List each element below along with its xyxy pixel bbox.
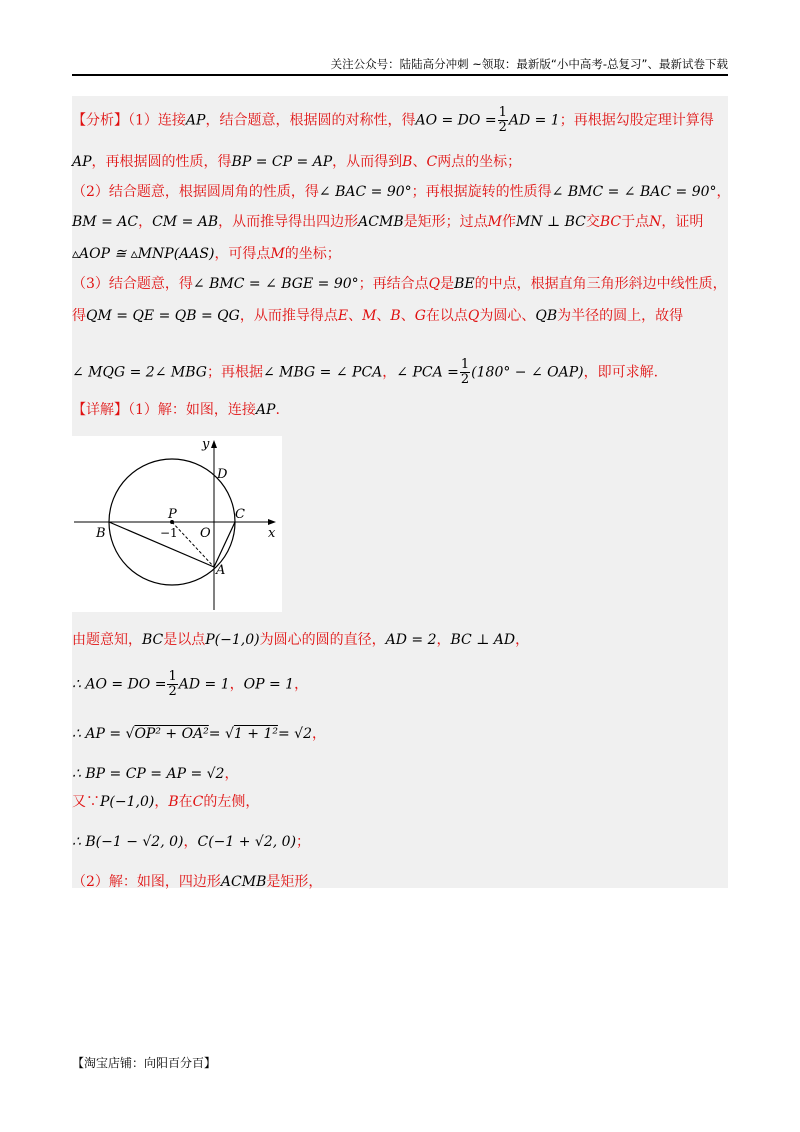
text: （3）结合题意，得 (72, 276, 193, 292)
text: 为半径的圆上，故得 (557, 308, 684, 324)
math: C (192, 794, 204, 810)
math: = √ (208, 726, 234, 742)
label-d: D (217, 467, 228, 482)
text: ，从而推导得点 (239, 308, 338, 324)
text: ； (296, 834, 311, 850)
denominator: 2 (460, 372, 470, 387)
math: BE (454, 276, 475, 292)
text: ， (154, 794, 169, 810)
text: 为圆心、 (479, 308, 536, 324)
text: 是以点 (163, 632, 206, 648)
text: 于点 (621, 214, 650, 230)
math: OP = 1 (243, 676, 295, 693)
label-neg1: −1 (160, 526, 178, 540)
detail-line-12 (72, 724, 326, 744)
detail-line-11 (72, 670, 308, 699)
detail-line-13 (72, 764, 238, 784)
x-axis-arrow (268, 519, 276, 525)
analysis-line-7 (72, 306, 683, 326)
text: ， (138, 214, 153, 230)
text: ；再根据旋转的性质得 (411, 184, 552, 200)
math: ACMB (220, 874, 267, 890)
math: MN ⊥ BC (515, 214, 586, 230)
math: AD = 1 (508, 112, 560, 129)
denominator: 2 (498, 120, 507, 135)
text: ， (311, 726, 326, 742)
text: 的左侧， (203, 794, 260, 810)
math: B (168, 794, 179, 810)
math: ∴ B(−1 − √2, 0) (72, 834, 184, 850)
math: ∠ BMC = ∠ BGE = 90° (192, 276, 359, 292)
math: AD = 2 (385, 632, 437, 648)
analysis-line-1 (72, 106, 714, 135)
detail-line-14 (72, 792, 259, 812)
figure-svg (72, 436, 282, 612)
text: （2）结合题意，根据圆周角的性质，得 (72, 184, 319, 200)
text: 又∵ (72, 794, 100, 810)
text: ， (382, 364, 397, 381)
text: （1）连接 (128, 112, 186, 129)
text: 为圆心的圆的直径， (259, 632, 386, 648)
text: ；再根据勾股定理计算得 (559, 112, 714, 129)
page-footer: 【淘宝店铺：向阳百分百】 (72, 1056, 217, 1070)
fraction (460, 358, 470, 387)
text: ，可得点 (214, 246, 271, 262)
text: 两点的坐标； (437, 154, 522, 170)
math: ∠ MQG = 2∠ MBG (72, 364, 207, 381)
text: 是 (440, 276, 455, 292)
math: ∴ BP = CP = AP = √2 (72, 766, 225, 782)
math: (180° − ∠ OAP) (471, 364, 584, 381)
math: AO = DO = (415, 112, 497, 129)
label-b: B (96, 526, 106, 541)
label-y: y (202, 437, 210, 452)
text: 的坐标； (284, 246, 341, 262)
y-axis-arrow (211, 440, 217, 448)
numerator: 1 (498, 105, 507, 120)
label-a: A (216, 563, 226, 578)
math: BP = CP = AP (231, 154, 333, 170)
math: = √2 (277, 726, 312, 742)
text: ；再根据 (206, 364, 263, 381)
math: M (270, 246, 285, 262)
text: 是矩形；过点 (403, 214, 488, 230)
math: AP (72, 154, 92, 170)
math: ∠ BMC = ∠ BAC = 90° (551, 184, 717, 200)
text: 交 (585, 214, 600, 230)
math: CM = AB (152, 214, 219, 230)
text: 是矩形， (266, 874, 323, 890)
text: 在以点 (425, 308, 468, 324)
text: 在 (178, 794, 193, 810)
fraction (167, 670, 177, 699)
denominator: 2 (168, 684, 177, 699)
text: ，结合题意，根据圆的对称性，得 (205, 112, 416, 129)
text: （1）解：如图，连接 (128, 402, 256, 418)
math: N (649, 214, 662, 230)
math: BC ⊥ AD (450, 632, 516, 648)
math: QM = QE = QB = QG (86, 308, 240, 324)
label-c: C (235, 507, 245, 522)
math: 1 + 1² (233, 726, 278, 742)
math: C(−1 + √2, 0) (197, 834, 297, 850)
analysis-line-5 (72, 244, 341, 264)
text: 、 (348, 308, 363, 324)
segment-ac (214, 522, 235, 567)
detail-line-15 (72, 832, 310, 852)
math: C (426, 154, 438, 170)
math: M (487, 214, 502, 230)
math: BC (142, 632, 164, 648)
page-header: 关注公众号：陆陆高分冲刺 ~领取：最新版“小中高考-总复习”、最新试卷下载 (330, 57, 728, 71)
fraction (498, 106, 508, 135)
analysis-line-6 (72, 274, 727, 294)
text: 由题意知， (72, 632, 142, 648)
detail-line-16 (72, 872, 322, 892)
analysis-label: 【分析】 (72, 112, 128, 129)
text: ，再根据圆的性质，得 (91, 154, 232, 170)
math: Q (428, 276, 441, 292)
text: ， (294, 676, 309, 693)
analysis-line-8 (72, 358, 658, 387)
text: 的中点，根据直角三角形斜边中线性质， (474, 276, 727, 292)
text: ， (224, 766, 239, 782)
math: QB (535, 308, 558, 324)
circle-figure (72, 436, 282, 612)
label-p: P (168, 507, 177, 522)
math: G (414, 308, 426, 324)
math: P(−1,0) (205, 632, 260, 648)
math: P(−1,0) (100, 794, 155, 810)
math: B (402, 154, 413, 170)
numerator: 1 (168, 669, 177, 684)
analysis-line-2 (72, 152, 521, 172)
math: AP (185, 112, 206, 129)
math: Q (467, 308, 480, 324)
math: ACMB (358, 214, 404, 230)
detail-line-10 (72, 630, 529, 650)
math: ∠ BAC = 90° (318, 184, 412, 200)
text: ， (716, 184, 731, 200)
text: ，证明 (661, 214, 704, 230)
label-x: x (268, 526, 276, 541)
math: BC (599, 214, 622, 230)
math: B (390, 308, 401, 324)
text: 、 (400, 308, 415, 324)
math: AP (255, 402, 276, 418)
numerator: 1 (460, 357, 470, 372)
label-o: O (200, 526, 211, 541)
math: OP² + OA² (134, 726, 209, 742)
math: E (337, 308, 349, 324)
text: ，即可求解. (583, 364, 659, 381)
detail-label: 【详解】 (72, 402, 128, 418)
math: ∴ AP = √ (72, 726, 135, 742)
detail-line-9 (72, 400, 280, 420)
math: BM = AC (72, 214, 139, 230)
text: （2）解：如图，四边形 (72, 874, 221, 890)
text: 作 (501, 214, 516, 230)
text: ， (229, 676, 244, 693)
text: ， (436, 632, 451, 648)
text: ，从而推导得出四边形 (218, 214, 359, 230)
text: ， (515, 632, 530, 648)
text: ， (183, 834, 198, 850)
math: ∴ AO = DO = (72, 676, 167, 693)
math: ▵AOP ≅ ▵MNP(AAS) (72, 246, 215, 262)
math: ∠ PCA = (396, 364, 459, 381)
text: ；再结合点 (358, 276, 429, 292)
text: ，从而得到 (332, 154, 403, 170)
text: 得 (72, 308, 86, 324)
header-rule (72, 74, 728, 76)
text: 、 (412, 154, 427, 170)
analysis-line-4 (72, 212, 703, 232)
math: ∠ MBG = ∠ PCA (262, 364, 383, 381)
math: AD = 1 (178, 676, 230, 693)
math: M (362, 308, 377, 324)
text: . (275, 402, 280, 418)
text: 、 (376, 308, 391, 324)
analysis-line-3 (72, 182, 731, 202)
